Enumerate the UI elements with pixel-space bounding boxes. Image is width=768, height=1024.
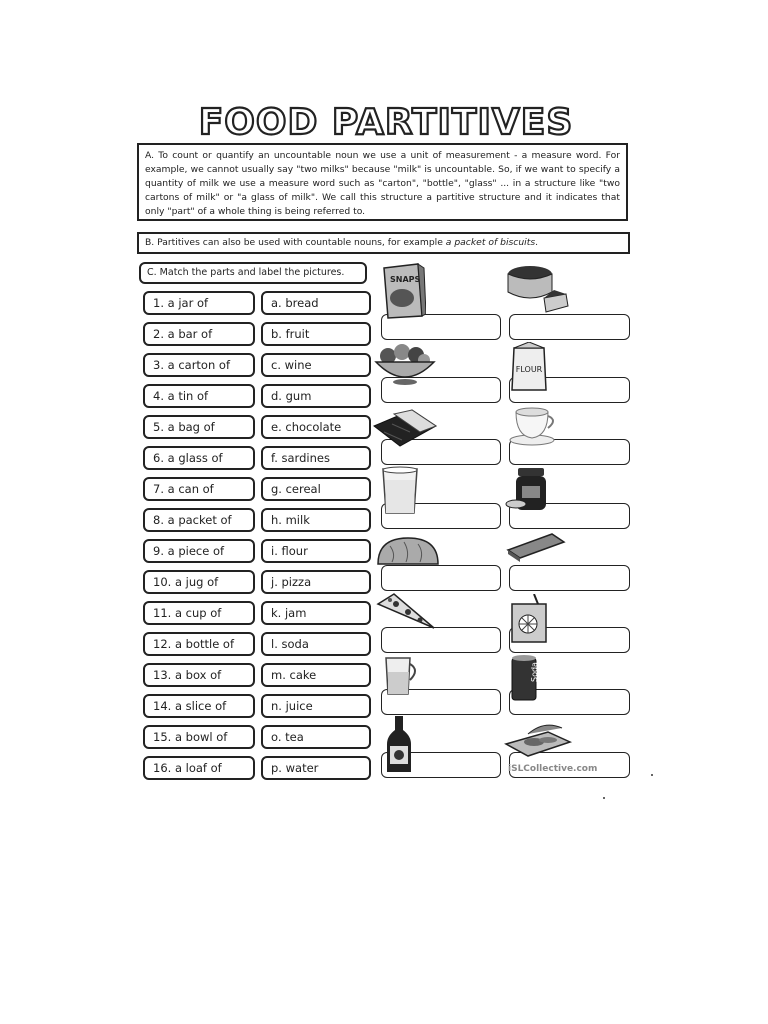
partitive-item: 15. a bowl of [143, 725, 255, 749]
partitive-item: 9. a piece of [143, 539, 255, 563]
noun-item: p. water [261, 756, 371, 780]
partitive-item: 1. a jar of [143, 291, 255, 315]
teacup-picture [508, 404, 560, 446]
partitive-item: 4. a tin of [143, 384, 255, 408]
glass-of-water-picture [380, 466, 420, 516]
section-c-instruction: C. Match the parts and label the pictures. [139, 262, 367, 284]
noun-item: o. tea [261, 725, 371, 749]
sardine-tin-picture [504, 718, 574, 760]
noun-item: m. cake [261, 663, 371, 687]
partitive-item: 16. a loaf of [143, 756, 255, 780]
jam-jar-picture [504, 466, 556, 514]
loaf-of-bread-picture [376, 534, 440, 570]
noun-item: d. gum [261, 384, 371, 408]
noun-item: n. juice [261, 694, 371, 718]
partitive-item: 5. a bag of [143, 415, 255, 439]
page-title [136, 100, 636, 144]
noun-item: l. soda [261, 632, 371, 656]
noun-item: i. flour [261, 539, 371, 563]
partitive-item: 6. a glass of [143, 446, 255, 470]
wine-bottle-picture [384, 714, 414, 774]
credit-watermark: iSLCollective.com [508, 764, 598, 774]
section-b-example: a packet of biscuits [445, 237, 536, 248]
gum-packet-picture [506, 530, 566, 564]
partitive-item: 11. a cup of [143, 601, 255, 625]
partitive-item: 13. a box of [143, 663, 255, 687]
cereal-label: SNAPS [390, 275, 421, 284]
section-a-box: A. To count or quantify an uncountable noun we use a unit of measurement - a measure word. For example, we cannot usually say "two milks" because "milk" is uncountable. So, if we want to specify a quantity of milk we use a measure word such as "carton", "bottle", "glass" ... in a structure like "two cartons of milk" or "a glass of milk". We call this structure a partitive structure and it indicates that only "part" of a whole thing is being referred to. [137, 143, 628, 221]
juice-carton-picture [508, 594, 550, 644]
section-b-end: . [535, 237, 539, 248]
section-b-text: B. Partitives can also be used with countable nouns, for example [145, 237, 446, 248]
stray-dot [651, 774, 653, 776]
partitive-item: 2. a bar of [143, 322, 255, 346]
noun-item: j. pizza [261, 570, 371, 594]
flour-bag-picture [508, 342, 550, 392]
partitive-item: 3. a carton of [143, 353, 255, 377]
noun-item: a. bread [261, 291, 371, 315]
cereal-box-picture [380, 262, 426, 320]
chocolate-bar-picture [372, 404, 438, 450]
partitive-item: 14. a slice of [143, 694, 255, 718]
pizza-slice-picture [374, 592, 438, 634]
noun-item: e. chocolate [261, 415, 371, 439]
picture-label-box[interactable] [509, 565, 630, 591]
cake-slice-picture [504, 262, 570, 318]
stray-dot [603, 797, 605, 799]
noun-item: h. milk [261, 508, 371, 532]
section-b-box [137, 232, 630, 254]
title-text: FOOD PARTITIVES [198, 102, 574, 143]
partitive-item: 8. a packet of [143, 508, 255, 532]
soda-label: Soda [530, 662, 539, 682]
jug-picture [380, 654, 420, 696]
fruit-bowl-picture [374, 342, 436, 388]
partitive-item: 12. a bottle of [143, 632, 255, 656]
noun-item: g. cereal [261, 477, 371, 501]
partitive-item: 7. a can of [143, 477, 255, 501]
noun-item: f. sardines [261, 446, 371, 470]
soda-can-picture [508, 654, 540, 704]
flour-label: FLOUR [515, 365, 543, 374]
noun-item: b. fruit [261, 322, 371, 346]
noun-item: c. wine [261, 353, 371, 377]
noun-item: k. jam [261, 601, 371, 625]
partitive-item: 10. a jug of [143, 570, 255, 594]
